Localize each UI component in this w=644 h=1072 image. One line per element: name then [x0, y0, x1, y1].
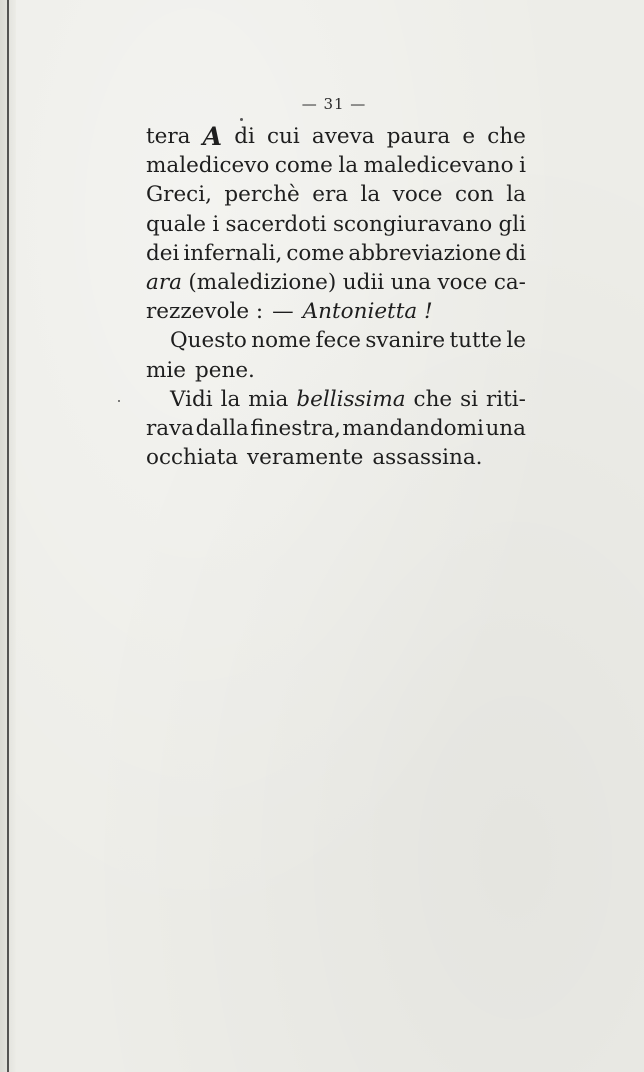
word: aveva — [311, 124, 375, 149]
word: che — [413, 386, 453, 412]
word: veramente — [247, 445, 364, 471]
word-italic: bellissima — [296, 386, 406, 412]
word-italic: ara — [146, 269, 182, 295]
word: nome — [251, 328, 312, 354]
word: sacerdoti — [225, 211, 327, 237]
word: infernali, — [183, 240, 283, 266]
word: rava — [146, 415, 195, 441]
word: era — [312, 182, 349, 208]
word: voce — [392, 182, 443, 208]
ink-speck — [118, 400, 120, 402]
word: mia — [248, 386, 289, 412]
word: voce — [437, 269, 488, 295]
word: i — [212, 211, 220, 237]
binding-line — [7, 0, 9, 1072]
word: svanire — [365, 328, 446, 354]
word: di — [234, 124, 255, 149]
word: di — [505, 240, 526, 266]
word: ca- — [493, 269, 526, 295]
word: abbreviazione — [348, 240, 502, 266]
text-line — [146, 268, 526, 297]
word: (maledizione) — [188, 269, 337, 295]
text-line — [146, 151, 526, 180]
word: con — [454, 182, 494, 208]
word: la — [338, 153, 359, 179]
word: la — [360, 182, 381, 208]
word: come — [274, 153, 333, 179]
word-drop-letter: A — [202, 122, 223, 151]
word: paura — [386, 124, 451, 149]
word: Vidi — [170, 386, 213, 412]
word: udii — [342, 269, 385, 295]
text-line — [146, 443, 526, 472]
text-line — [146, 356, 526, 385]
word: pene. — [195, 357, 255, 383]
word: dei — [146, 240, 180, 266]
word: una — [390, 269, 432, 295]
text-line — [146, 297, 526, 326]
word: gli — [498, 211, 526, 237]
word: si — [460, 386, 479, 412]
word: maledicevano — [363, 153, 514, 179]
word: dalla — [195, 415, 249, 441]
text-line — [146, 414, 526, 443]
word: una — [485, 415, 526, 441]
word: Greci, — [146, 182, 212, 208]
word: quale — [146, 211, 207, 237]
text-line — [146, 122, 526, 151]
word: perchè — [224, 182, 300, 208]
text-line — [146, 326, 526, 355]
paragraph-3 — [146, 385, 526, 473]
word: occhiata — [146, 445, 239, 471]
word: tera — [146, 124, 191, 149]
page-number: — 31 — — [301, 95, 367, 113]
word: mandandomi — [342, 415, 484, 441]
word: e — [462, 124, 476, 149]
word: mie — [146, 357, 186, 383]
ink-speck — [240, 118, 243, 121]
word: finestra, — [250, 415, 341, 441]
text-line — [146, 210, 526, 239]
word: assassina. — [372, 445, 483, 471]
text-line — [146, 180, 526, 209]
text-line — [146, 239, 526, 268]
word: riti- — [486, 386, 526, 412]
word: Questo — [170, 328, 247, 354]
word: i — [519, 153, 526, 179]
word: le — [506, 328, 526, 354]
word: rezzevole : — [146, 299, 264, 325]
text-body — [146, 122, 526, 472]
word: la — [220, 386, 241, 412]
word: fece — [315, 328, 361, 354]
word: — — [272, 299, 294, 325]
word: la — [506, 182, 526, 208]
word: scongiuravano — [332, 211, 493, 237]
word: tutte — [449, 328, 502, 354]
word-italic: Antonietta ! — [302, 299, 433, 325]
word: maledicevo — [146, 153, 270, 179]
paragraph-2 — [146, 326, 526, 384]
word: che — [487, 124, 526, 149]
word: cui — [266, 124, 300, 149]
text-line — [146, 385, 526, 414]
word: come — [286, 240, 345, 266]
paragraph-1 — [146, 122, 526, 326]
